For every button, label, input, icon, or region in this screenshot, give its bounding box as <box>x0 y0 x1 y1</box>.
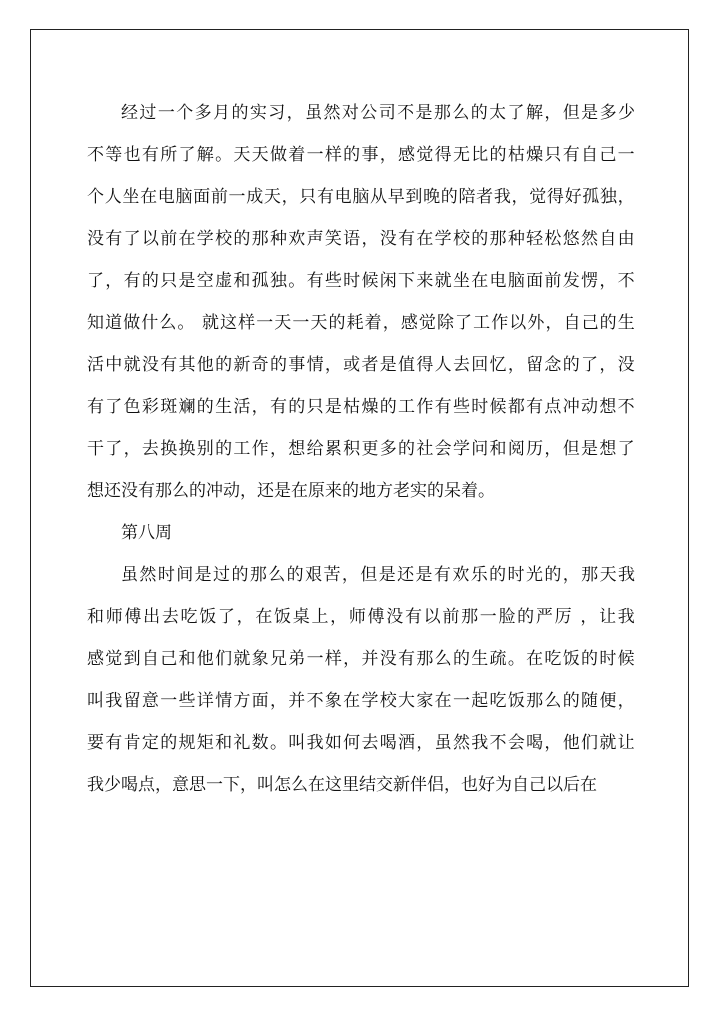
paragraph-line: 和 师 傅 出 去 吃 饭 了 ， 在 饭 桌 上 ， 师 傅 没 有 以 前 那 一 脸 的 严 厉 ， 让 我 <box>87 607 635 627</box>
paragraph-line: 经 过 一 个 多 月 的 实 习 ， 虽 然 对 公 司 不 是 那 么 的 太 了 解 ， 但 是 多 少 <box>121 103 635 123</box>
paragraph-line: 干 了 ， 去 换 换 别 的 工 作 ， 想 给 累 积 更 多 的 社 会 学 问 和 阅 历 ， 但 是 想 了 <box>87 439 635 459</box>
paragraph-line: 第八周 <box>121 523 172 543</box>
paragraph-line: 不 等 也 有 所 了 解 。 天 天 做 着 一 样 的 事 ， 感 觉 得 无 比 的 枯 燥 只 有 自 己 一 <box>87 145 635 165</box>
paragraph-line: 没 有 了 以 前 在 学 校 的 那 种 欢 声 笑 语 ， 没 有 在 学 校 的 那 种 轻 松 悠 然 自 由 <box>87 229 635 249</box>
paragraph-line: 活 中 就 没 有 其 他 的 新 奇 的 事 情 ， 或 者 是 值 得 人 去 回 忆 ， 留 念 的 了 ， 没 <box>87 355 635 375</box>
paragraph-line: 了 ， 有 的 只 是 空 虚 和 孤 独 。 有 些 时 候 闲 下 来 就 坐 在 电 脑 面 前 发 愣 ， 不 <box>87 271 635 291</box>
paragraph-line: 想还没有那么的冲动，还是在原来的地方老实的呆着。 <box>87 481 495 501</box>
paragraph-line: 感 觉 到 自 己 和 他 们 就 象 兄 弟 一 样 ， 并 没 有 那 么 的 生 疏 。 在 吃 饭 的 时 候 <box>87 649 635 669</box>
paragraph-line: 个 人 坐 在 电 脑 面 前 一 成 天 ， 只 有 电 脑 从 早 到 晚 的 陪 者 我 ， 觉 得 好 孤 独 ， <box>87 187 635 207</box>
paragraph-line: 叫 我 留 意 一 些 详 情 方 面 ， 并 不 象 在 学 校 大 家 在 一 起 吃 饭 那 么 的 随 便 ， <box>87 691 635 711</box>
document-body <box>87 92 635 806</box>
paragraph-line: 知 道 做 什 么 。 就 这 样 一 天 一 天 的 耗 着 ， 感 觉 除 了 工 作 以 外 ， 自 己 的 生 <box>87 313 635 333</box>
paragraph-line: 要 有 肯 定 的 规 矩 和 礼 数 。 叫 我 如 何 去 喝 酒 ， 虽 然 我 不 会 喝 ， 他 们 就 让 <box>87 733 635 753</box>
paragraph-line: 虽 然 时 间 是 过 的 那 么 的 艰 苦 ， 但 是 还 是 有 欢 乐 的 时 光 的 ， 那 天 我 <box>121 565 635 585</box>
paragraph-line: 我少喝点，意思一下，叫怎么在这里结交新伴侣，也好为自己以后在 <box>87 775 597 795</box>
paragraph-line: 有 了 色 彩 斑 斓 的 生 活 ， 有 的 只 是 枯 燥 的 工 作 有 些 时 候 都 有 点 冲 动 想 不 <box>87 397 635 417</box>
